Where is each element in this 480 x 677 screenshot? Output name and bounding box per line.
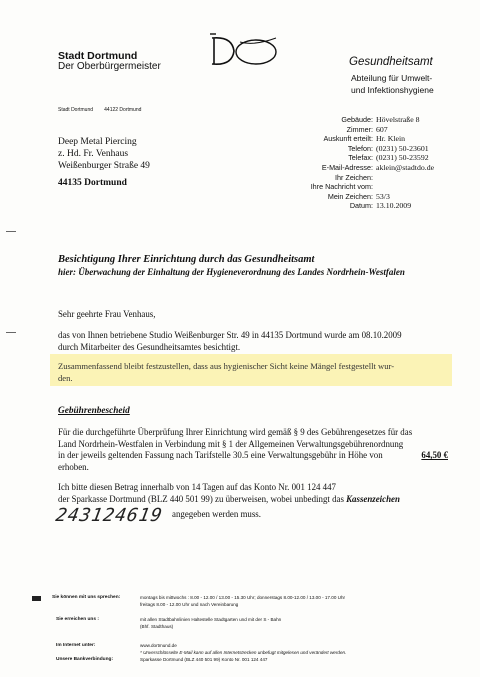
info-value: (0231) 50-23601	[376, 143, 429, 153]
info-label: Datum:	[349, 201, 373, 211]
info-value: Hövelstraße 8	[376, 115, 420, 124]
subject-detail: hier: Überwachung der Einhaltung der Hygieneverordnung des Landes Nordrhein-Westfalen	[58, 267, 405, 277]
paragraph-line: das von Ihnen betriebene Studio Weißenburger Str. 49 in 44135 Dortmund wurde am 08.10.2009	[58, 330, 402, 340]
paragraph-fee	[58, 427, 458, 474]
footer-hours	[140, 595, 345, 608]
handwritten-reference: 243124619	[54, 505, 165, 526]
footer-bank-label: Unsere Bankverbindung:	[56, 657, 114, 662]
footer-reach-label: Sie erreichen uns :	[56, 617, 99, 622]
cash-reference-label: Kassenzeichen	[346, 493, 400, 504]
info-value	[376, 173, 434, 183]
recipient-line2: z. Hd. Fr. Venhaus	[58, 149, 129, 159]
info-value: aklein@stadtdo.de	[376, 162, 435, 172]
subject-line: Besichtigung Ihrer Einrichtung durch das Gesundheitsamt	[58, 254, 315, 265]
recipient-line3: Weißenburger Straße 49	[58, 161, 150, 171]
payment-text: der Sparkasse Dortmund (BLZ 440 501 99) zu überweisen, wobei unbedingt das	[58, 493, 344, 504]
info-label: Ihre Nachricht vom:	[310, 182, 373, 192]
website-link[interactable]: www.dortmund.de	[140, 643, 177, 648]
info-value: 13.10.2009	[376, 201, 412, 211]
fold-mark	[6, 231, 16, 232]
footer-line: (Bhf. Stadthaus)	[140, 623, 174, 629]
info-label: Telefon:	[347, 143, 373, 153]
info-label: Mein Zeichen:	[327, 191, 373, 201]
paragraph-line: Ich bitte diesen Betrag innerhalb von 14 Tagen auf das Konto Nr. 001 124 447	[58, 482, 336, 492]
salutation: Sehr geehrte Frau Venhaus,	[58, 309, 156, 319]
info-label: Auskunft erteilt:	[323, 134, 373, 144]
payment-closing: angegeben werden muss.	[172, 509, 261, 519]
org-subtitle: Der Oberbürgermeister	[58, 61, 161, 72]
paragraph-line	[58, 450, 448, 462]
info-value: Hr. Klein	[376, 134, 406, 144]
sender-line: Stadt Dortmund 44122 Dortmund	[58, 107, 142, 113]
paragraph-inspection	[58, 330, 458, 353]
footer-reach	[140, 617, 281, 630]
dortmund-logo	[196, 26, 280, 72]
footer-marker	[32, 596, 41, 601]
fee-notice-heading: Gebührenbescheid	[58, 406, 130, 416]
department-sub-line1: Abteilung für Umwelt-	[351, 73, 433, 83]
info-values	[376, 115, 434, 211]
paragraph-line: Für die durchgeführte Überprüfung Ihrer Einrichtung wird gemäß § 9 des Gebührengesetzes für das	[58, 427, 413, 437]
info-label: Gebäude:	[341, 115, 373, 124]
paragraph-line	[58, 494, 458, 506]
paragraph-line: erhoben.	[58, 462, 89, 473]
info-value	[376, 182, 434, 192]
footer-web-label: Im Internet unter:	[56, 643, 96, 648]
department-name: Gesundheitsamt	[349, 56, 433, 68]
footer-line: * Unverschlüsselte E-Mail kann auf allen Internetstrecken unbefugt mitgelesen und verändert werden.	[140, 649, 347, 655]
info-label: Ihr Zeichen:	[335, 172, 373, 182]
footer-line: mit allen Stadtbahnlinien Haltestelle Stadtgarten und mit der S - Bahn	[140, 617, 282, 622]
recipient-address	[58, 136, 150, 172]
paragraph-result	[58, 361, 458, 384]
punch-mark	[6, 332, 16, 333]
info-value: (0231) 50-23592	[376, 153, 429, 163]
footer-bank: Sparkasse Dortmund (BLZ 440 501 99) Konto Nr. 001 124 447	[140, 657, 268, 662]
org-name: Stadt Dortmund	[58, 50, 138, 62]
recipient-line1: Deep Metal Piercing	[58, 137, 137, 147]
footer-hours-label: Sie können mit uns sprechen:	[52, 595, 121, 600]
info-label: E-Mail-Adresse:	[321, 162, 373, 172]
paragraph-line: Land Nordrhein-Westfalen in Verbindung mit § 1 der Allgemeinen Verwaltungsgebührenordnung	[58, 438, 404, 449]
department-sub-line2: und Infektionshygiene	[351, 85, 434, 95]
footer-web	[140, 643, 346, 656]
info-value: 53/3	[376, 191, 390, 201]
info-value: 607	[376, 124, 388, 134]
paragraph-line: durch Mitarbeiter des Gesundheitsamtes besichtigt.	[58, 341, 241, 352]
fee-text: in der jeweils geltenden Fassung nach Tarifstelle 30.5 eine Verwaltungsgebühr in Höhe von	[58, 450, 383, 461]
footer-line: freitags 8.00 - 12.00 Uhr und nach Vereinbarung	[140, 601, 239, 607]
info-label: Telefax:	[348, 153, 373, 163]
info-label: Zimmer:	[346, 124, 373, 134]
footer-line: montags bis mittwochs : 8.00 - 12.00 / 13.00 - 15.30 Uhr; donnerstags 8.00-12.00 / 13.00 - 17.00 Uhr	[140, 595, 346, 600]
fee-amount: 64,50 €	[421, 450, 448, 461]
recipient-city: 44135 Dortmund	[58, 178, 127, 188]
info-labels	[265, 115, 373, 211]
paragraph-line: den.	[58, 372, 73, 383]
paragraph-line: Zusammenfassend bleibt festzustellen, dass aus hygienischer Sicht keine Mängel festgestellt wur-	[58, 361, 395, 371]
paragraph-payment	[58, 482, 458, 505]
department-subtitle	[351, 72, 434, 96]
